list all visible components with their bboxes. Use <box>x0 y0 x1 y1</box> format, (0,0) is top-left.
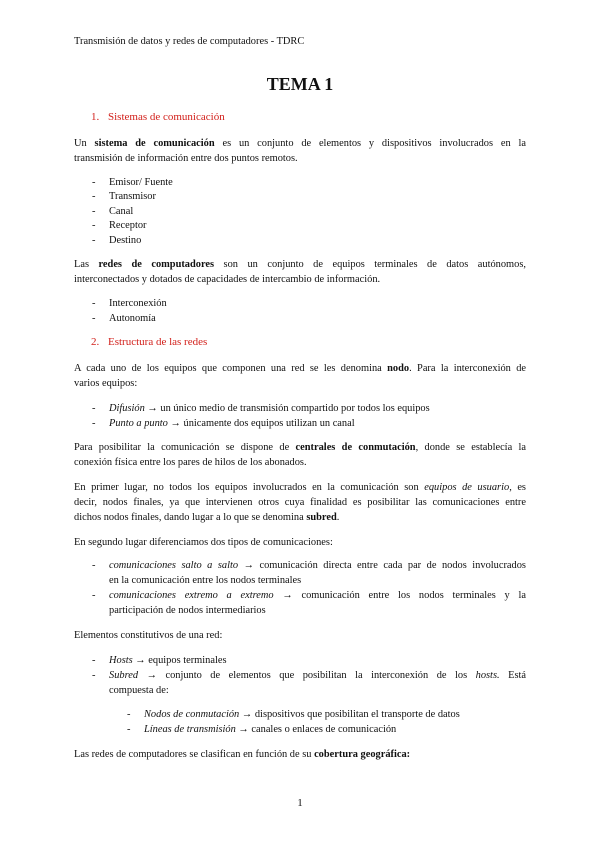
text: . Para la interconexión de <box>409 363 527 374</box>
text: únicamente dos equipos utilizan un canal <box>183 418 355 429</box>
list-item: - comunicaciones salto a salto → comunicación directa entre cada par de nodos involucrados en la comunicación entre los nodos terminales <box>92 559 526 588</box>
italic-term: Punto a punto <box>109 418 168 429</box>
bold-term: cobertura geográfica: <box>314 749 411 760</box>
page-header: Transmisión de datos y redes de computadores - TDRC <box>74 36 305 47</box>
text: Para posibilitar la comunicación se dispone de <box>74 442 290 453</box>
text: dichos nodos finales, dando lugar a lo que se denomina <box>74 512 304 523</box>
paragraph-elementos <box>74 628 526 643</box>
text: A cada uno de los equipos que componen una red se les denomina <box>74 363 382 374</box>
text: participación de nodos intermediarios <box>109 604 266 616</box>
list-item-text: Interconexión <box>109 298 167 309</box>
list-item: - Difusión → un único medio de transmisión compartido por todos los equipos <box>92 403 430 414</box>
arrow-icon: → <box>170 418 181 429</box>
italic-term: Nodos de conmutación <box>144 709 240 720</box>
list-item: - Receptor <box>92 219 526 234</box>
italic-term: hosts. <box>475 670 500 681</box>
italic-term: comunicaciones extremo a extremo <box>109 590 274 601</box>
text: en la comunicación entre los nodos terminales <box>109 574 302 586</box>
list-item: - Subred → conjunto de elementos que posibilitan la interconexión de los hosts. Está compuesta de: <box>92 669 526 698</box>
paragraph-cobertura <box>74 747 526 762</box>
text: compuesta de: <box>109 684 169 696</box>
arrow-icon: → <box>146 670 157 681</box>
list-item: - Hosts → equipos terminales <box>92 655 227 666</box>
list-item: - Líneas de transmisión → canales o enlaces de comunicación <box>127 724 397 735</box>
page-title: TEMA 1 <box>266 74 334 94</box>
list-item-text: Canal <box>109 206 134 217</box>
paragraph-nodo <box>74 361 526 391</box>
paragraph-sistema <box>74 136 526 166</box>
text: En segundo lugar diferenciamos dos tipos de comunicaciones: <box>74 537 333 548</box>
list-item: - Destino <box>92 234 526 249</box>
section-heading-1 <box>91 111 225 123</box>
paragraph-redes <box>74 257 526 287</box>
bold-term: subred <box>306 512 337 523</box>
text: En primer lugar, no todos los equipos involucrados en la comunicación son <box>74 482 419 493</box>
list-item: - Punto a punto → únicamente dos equipos utilizan un canal <box>92 418 355 429</box>
section-number: 2. <box>91 336 100 348</box>
text: varios equipos: <box>74 378 138 389</box>
text: un único medio de transmisión compartido por todos los equipos <box>160 403 430 414</box>
list-item-text: Autonomía <box>109 313 156 324</box>
list-item-text: Receptor <box>109 220 147 231</box>
arrow-icon: → <box>135 655 146 666</box>
list-item-text: Emisor/ Fuente <box>109 177 173 188</box>
list-item: - Nodos de conmutación → dispositivos que posibilitan el transporte de datos <box>127 709 460 720</box>
text: comunicación entre los nodos terminales y la <box>301 590 526 601</box>
text: Las redes de computadores se clasifican en función de su <box>74 749 312 760</box>
text: dispositivos que posibilitan el transporte de datos <box>254 709 460 720</box>
text: decir, nodos finales, ya que intervienen otros cuya finalidad es posibilitar las comunicaciones entre <box>74 497 526 508</box>
page-number: 1 <box>297 797 303 809</box>
section-number: 1. <box>91 111 100 123</box>
bold-term: sistema de comunicación <box>94 138 215 149</box>
paragraph-centrales <box>74 440 526 470</box>
list-item-text: Transmisor <box>109 191 156 202</box>
list-item: - Interconexión <box>92 297 526 312</box>
paragraph-subred <box>74 480 526 525</box>
bold-term: nodo <box>387 363 410 374</box>
italic-term: equipos de usuario <box>424 482 510 493</box>
bold-term: centrales de conmutación <box>295 442 416 453</box>
italic-term: Difusión <box>109 403 145 414</box>
text: interconectados y dotados de capacidades de intercambio de información. <box>74 274 381 285</box>
text: Está <box>508 670 526 681</box>
arrow-icon: → <box>147 403 158 414</box>
italic-term: comunicaciones salto a salto <box>109 560 239 571</box>
list-item: - Transmisor <box>92 190 526 205</box>
arrow-icon: → <box>238 724 249 735</box>
text: , es <box>509 482 526 493</box>
section-heading-2 <box>91 336 207 348</box>
text: es un conjunto de elementos y dispositivos involucrados en la <box>222 138 526 149</box>
bold-term: redes de computadores <box>98 259 215 270</box>
text: son un conjunto de equipos terminales de datos autónomos, <box>223 259 526 270</box>
arrow-icon: → <box>282 590 293 601</box>
paragraph-tipos <box>74 535 526 550</box>
list-item: - comunicaciones extremo a extremo → comunicación entre los nodos terminales y la participación de nodos intermediarios <box>92 589 526 618</box>
arrow-icon: → <box>243 560 254 571</box>
text: . <box>336 512 340 523</box>
list-item: - Autonomía <box>92 312 526 327</box>
text: conjunto de elementos que posibilitan la interconexión de los <box>165 670 468 681</box>
italic-term: Subred <box>109 670 139 681</box>
text: Elementos constitutivos de una red: <box>74 630 223 641</box>
list-item-text: Destino <box>109 235 142 246</box>
arrow-icon: → <box>241 709 253 720</box>
text: Un <box>74 138 87 149</box>
italic-term: Líneas de transmisión <box>144 724 236 735</box>
text: transmisión de información entre dos puntos remotos. <box>74 153 298 164</box>
list-item: - Emisor/ Fuente <box>92 176 526 191</box>
list-item: - Canal <box>92 205 526 220</box>
text: , donde se establecía la <box>415 442 527 453</box>
section-title: Sistemas de comunicación <box>108 111 225 123</box>
text: Las <box>74 259 90 270</box>
italic-term: Hosts <box>109 655 133 666</box>
text: conexión física entre los pares de hilos de los abonados. <box>74 457 307 468</box>
text: comunicación directa entre cada par de nodos involucrados <box>259 560 526 571</box>
text: canales o enlaces de comunicación <box>251 724 397 735</box>
section-title: Estructura de las redes <box>108 336 208 348</box>
text: equipos terminales <box>148 655 227 666</box>
